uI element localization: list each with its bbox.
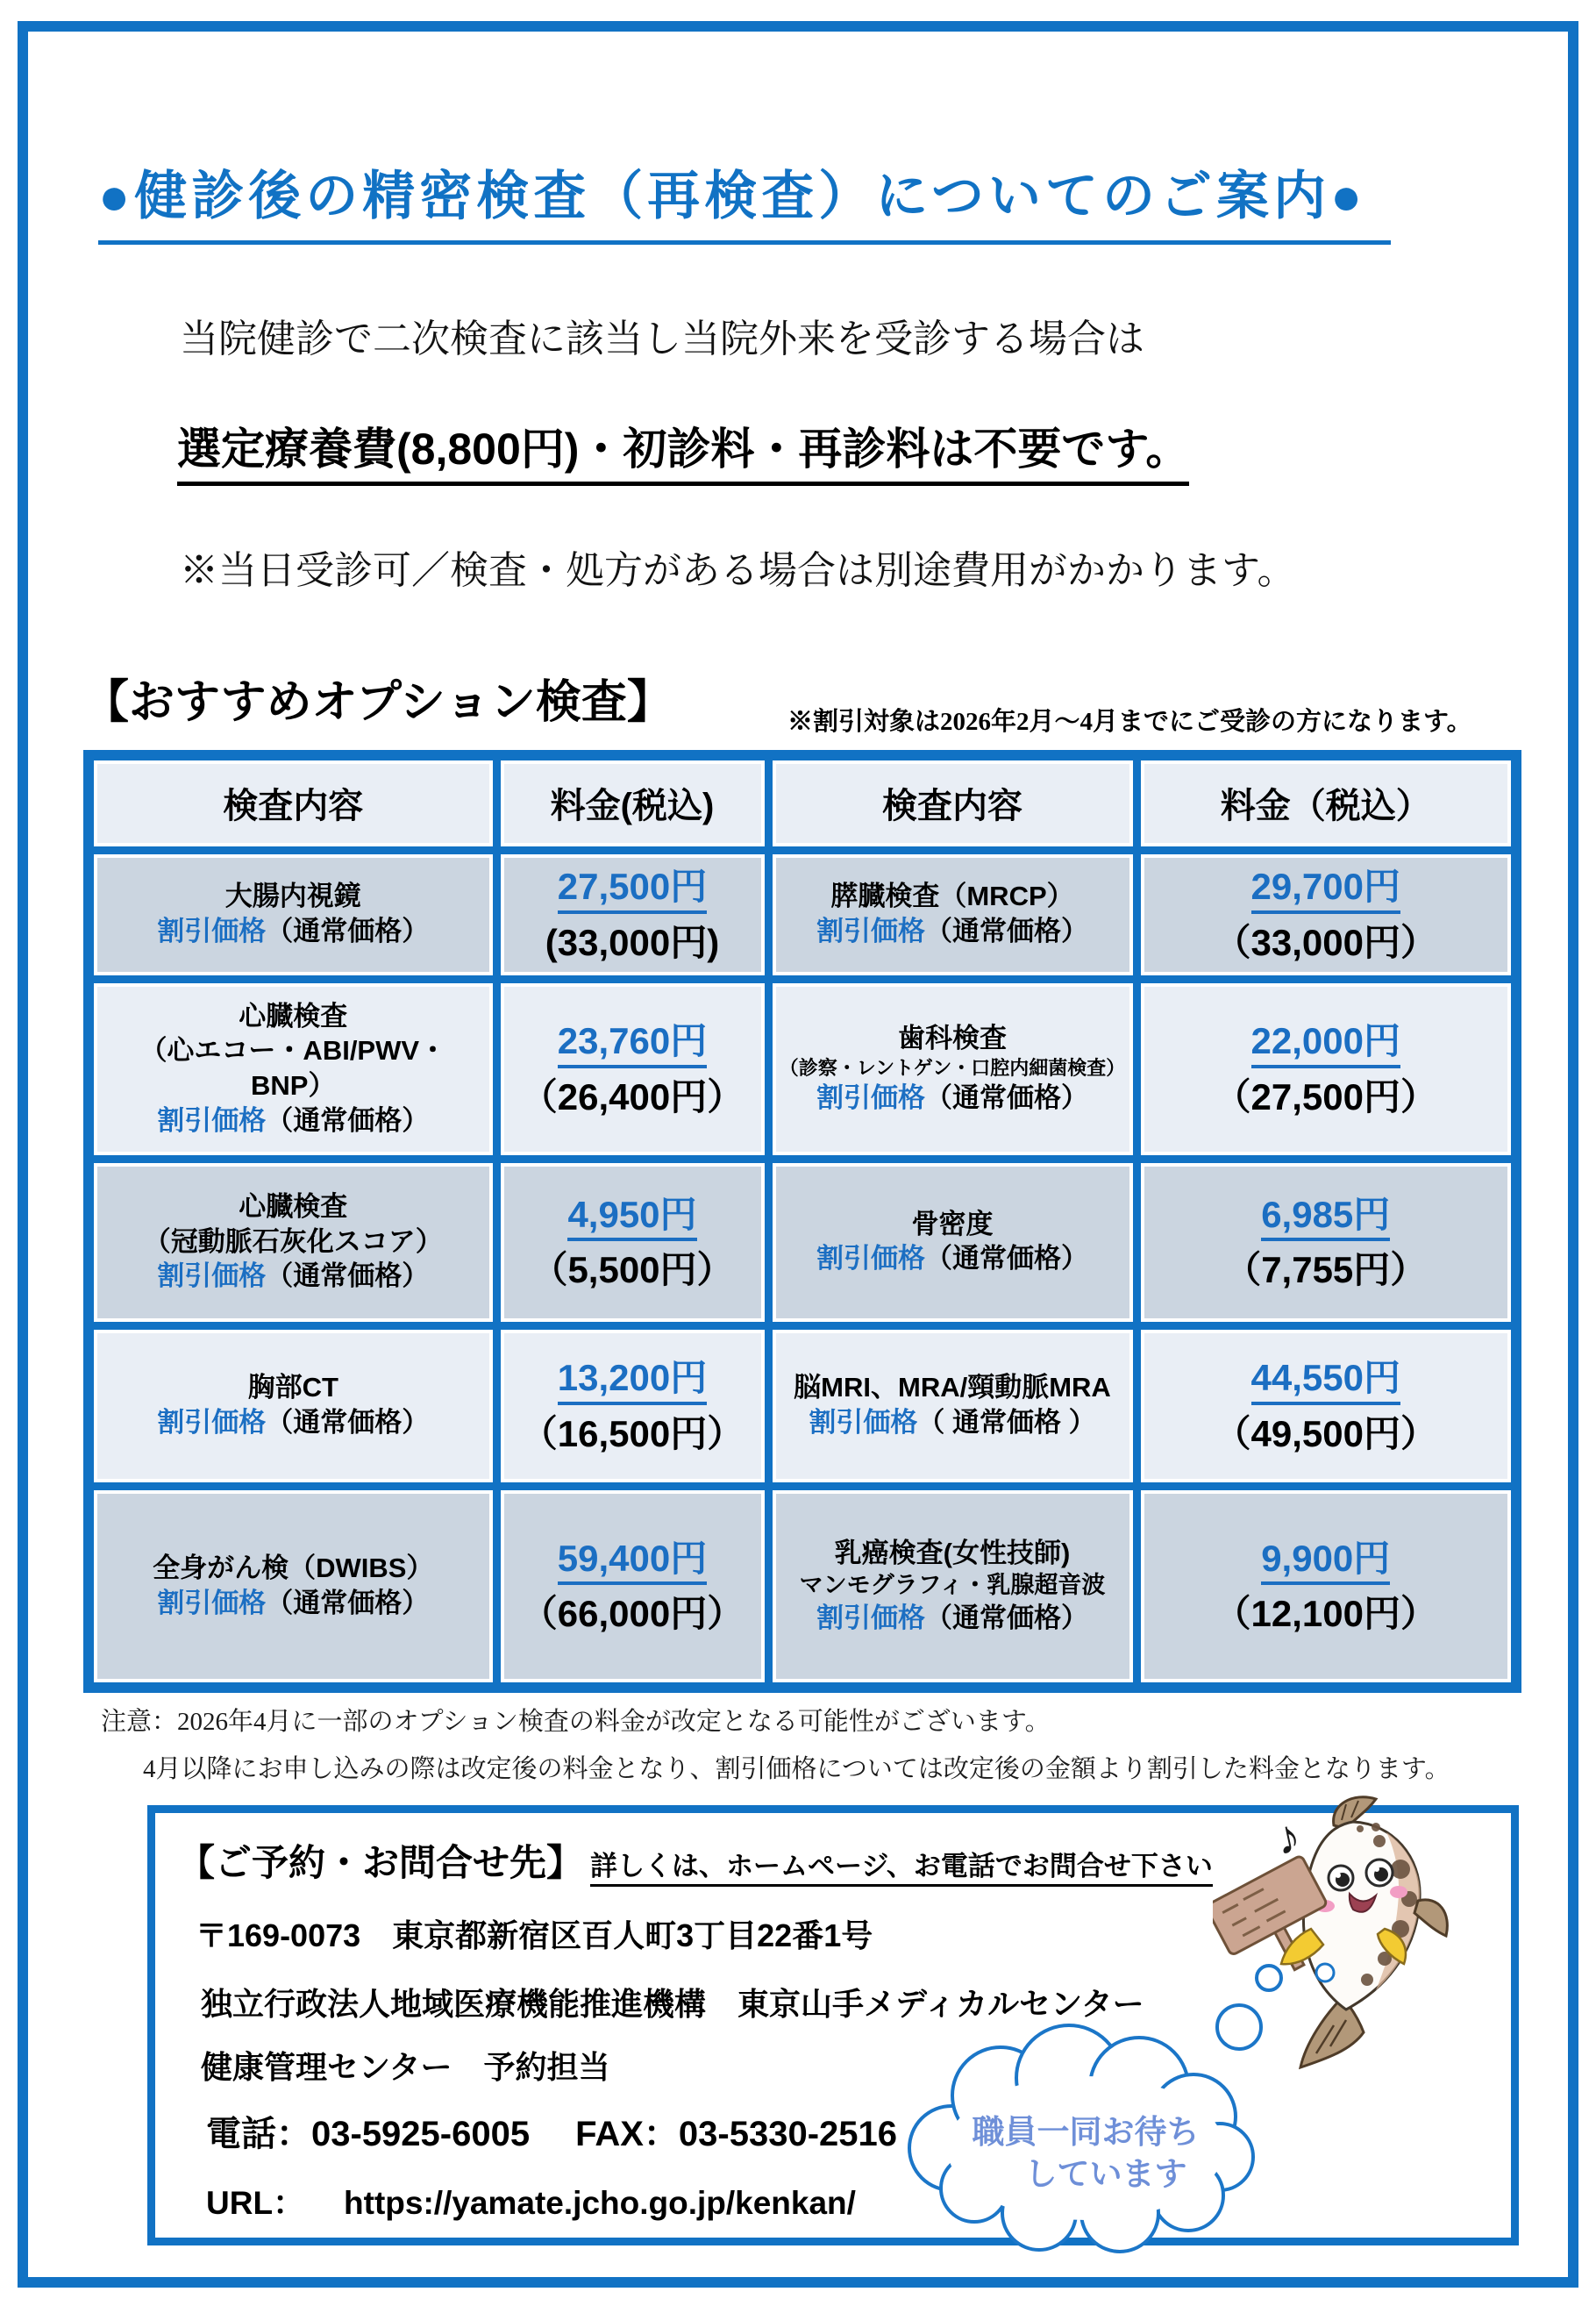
normal-label: （通常価格） [925, 1082, 1088, 1113]
normal-price: （5,500円） [531, 1249, 734, 1291]
exam-name-cell [89, 1325, 496, 1486]
fax-number: 03-5330-2516 [678, 2115, 898, 2153]
exam-price-cell [1136, 1159, 1516, 1325]
normal-price: （27,500円） [1214, 1075, 1437, 1117]
exam-name-cell [768, 1325, 1136, 1486]
phone-label: 電話： [206, 2115, 311, 2153]
discount-label: 割引価格 [816, 1602, 925, 1633]
normal-price: (33,000円) [545, 921, 720, 963]
discount-price [1144, 1357, 1508, 1404]
exam-name: 全身がん検（DWIBS） [153, 1552, 434, 1583]
normal-label: （通常価格） [266, 915, 430, 946]
exam-price-cell [1136, 1486, 1516, 1688]
discount-price [1144, 1020, 1508, 1067]
exam-price-cell [1136, 979, 1516, 1159]
page-title: ●健診後の精密検査（再検査）についてのご案内● [98, 154, 1391, 245]
price-label-line [97, 1259, 489, 1295]
discount-label: 割引価格 [157, 915, 267, 946]
normal-price: （33,000円） [1214, 921, 1437, 963]
exam-name: 脳MRI、MRA/頸動脈MRA [794, 1372, 1111, 1403]
price-label-line [97, 914, 489, 950]
exam-price-cell [1136, 850, 1516, 979]
normal-price: （26,400円） [520, 1075, 745, 1117]
table-row [89, 979, 1516, 1159]
normal-label: （通常価格） [266, 1104, 430, 1136]
price-label-line [776, 1405, 1129, 1441]
options-table [83, 750, 1521, 1693]
discount-price [504, 1020, 761, 1067]
exam-name-cell [89, 1486, 496, 1688]
discount-label: 割引価格 [816, 1082, 925, 1113]
discount-price-text: 23,760円 [558, 1020, 707, 1067]
bubble-text-line1: 職員一同お待ち [972, 2115, 1200, 2151]
discount-price [504, 1357, 761, 1404]
exam-price-cell [1136, 1325, 1516, 1486]
discount-label: 割引価格 [157, 1406, 267, 1438]
exam-name: 心臓検査 [239, 1190, 348, 1222]
url-line [206, 2176, 856, 2224]
discount-label: 割引価格 [816, 1243, 925, 1274]
exam-price-cell [496, 850, 768, 979]
options-section-heading: 【おすすめオプション検査】 [83, 678, 673, 728]
exam-name: 心臓検査 [239, 1000, 348, 1032]
discount-label: 割引価格 [816, 915, 925, 946]
normal-price: （16,500円） [520, 1412, 745, 1454]
exam-name: 歯科検査 [898, 1023, 1007, 1054]
discount-price-text: 27,500円 [558, 866, 707, 913]
discount-price-text: 9,900円 [1261, 1538, 1390, 1585]
exam-name: マンモグラフィ・乳腺超音波 [799, 1572, 1106, 1599]
same-day-note: ※当日受診可／検査・処方がある場合は別途費用がかかります。 [180, 549, 1296, 592]
phone-fax-line [206, 2106, 897, 2156]
discount-price-text: 29,700円 [1251, 866, 1400, 913]
exam-name-cell [768, 979, 1136, 1159]
url-link[interactable]: https://yamate.jcho.go.jp/kenkan/ [344, 2185, 856, 2221]
postal-address: 〒169-0073 東京都新宿区百人町3丁目22番1号 [196, 1917, 873, 1953]
exam-name: 膵臓検査（MRCP） [830, 881, 1074, 912]
exam-name-cell [768, 1159, 1136, 1325]
normal-label: （ 通常価格 ） [917, 1406, 1096, 1438]
music-note-icon: ♪ [1271, 1809, 1306, 1867]
discount-label: 割引価格 [157, 1104, 267, 1136]
price-label-line [97, 1103, 489, 1139]
exam-price-cell [496, 1325, 768, 1486]
normal-label: （通常価格） [925, 1602, 1088, 1633]
exam-name-cell [89, 850, 496, 979]
price-label-line [776, 1081, 1129, 1117]
intro-text: 当院健診で二次検査に該当し当院外来を受診する場合は [180, 318, 1144, 361]
normal-label: （通常価格） [266, 1260, 430, 1292]
normal-label: （通常価格） [925, 1243, 1088, 1274]
discount-price-text: 44,550円 [1251, 1357, 1400, 1404]
discount-price [1144, 866, 1508, 913]
discount-price [504, 866, 761, 913]
discount-price [504, 1194, 761, 1241]
discount-label: 割引価格 [809, 1406, 918, 1438]
table-row [89, 1325, 1516, 1486]
contact-heading-note: 詳しくは、ホームページ、お電話でお問合せ下さい [590, 1851, 1213, 1887]
price-label-line [97, 1586, 489, 1622]
normal-price: （66,000円） [520, 1593, 745, 1635]
discount-price-text: 22,000円 [1251, 1020, 1400, 1067]
discount-label: 割引価格 [157, 1587, 267, 1618]
normal-label: （通常価格） [266, 1587, 430, 1618]
department-name: 健康管理センター 予約担当 [201, 2049, 610, 2085]
exam-price-cell [496, 979, 768, 1159]
discount-price-text: 4,950円 [567, 1194, 696, 1241]
price-label-line [97, 1405, 489, 1441]
exam-name: （診察・レントゲン・口腔内細菌検査） [779, 1056, 1126, 1079]
discount-price [1144, 1538, 1508, 1585]
exam-name: 胸部CT [247, 1372, 338, 1403]
normal-price: （7,755円） [1224, 1249, 1428, 1291]
contact-heading-line [178, 1834, 1213, 1887]
column-header: 料金(税込) [496, 755, 768, 850]
options-table-body [89, 850, 1516, 1688]
normal-price: （12,100円） [1214, 1593, 1437, 1635]
fax-label: FAX： [575, 2115, 679, 2153]
notes-line-1: 注意：2026年4月に一部のオプション検査の料金が改定となる可能性がございます。 [101, 1708, 1051, 1736]
column-header: 検査内容 [768, 755, 1136, 850]
options-section-note: ※割引対象は2026年2月～4月までにご受診の方になります。 [787, 708, 1472, 736]
price-label-line [776, 914, 1129, 950]
notes-line-2: 4月以降にお申し込みの際は改定後の料金となり、割引価格については改定後の金額より割引した料金となります。 [143, 1755, 1450, 1783]
exam-name: 乳癌検査(女性技師) [834, 1537, 1071, 1568]
discount-label: 割引価格 [157, 1260, 267, 1292]
url-label: URL： [206, 2185, 306, 2221]
table-row [89, 1486, 1516, 1688]
discount-price [1144, 1194, 1508, 1241]
contact-heading: 【ご予約・お問合せ先】 [178, 1842, 584, 1883]
normal-label: （通常価格） [266, 1406, 430, 1438]
exam-name-cell [768, 850, 1136, 979]
column-header: 検査内容 [89, 755, 496, 850]
exam-name: 骨密度 [911, 1208, 994, 1239]
price-label-line [776, 1241, 1129, 1277]
exam-name-cell [89, 979, 496, 1159]
discount-price-text: 13,200円 [558, 1357, 707, 1404]
exam-name: （心エコー・ABI/PWV・ [139, 1035, 447, 1067]
column-header: 料金（税込） [1136, 755, 1516, 850]
discount-price [504, 1538, 761, 1585]
normal-label: （通常価格） [925, 915, 1088, 946]
header-row [89, 755, 1516, 850]
fish-mascot-icon [1213, 1788, 1476, 2078]
table-row [89, 850, 1516, 979]
exam-price-cell [496, 1486, 768, 1688]
exam-name: （冠動脈石灰化スコア） [143, 1225, 443, 1257]
bubble-text-line2: しています [1024, 2157, 1187, 2193]
table-row [89, 1159, 1516, 1325]
discount-price-text: 59,400円 [558, 1538, 707, 1585]
exam-name: BNP） [251, 1069, 336, 1101]
exam-name-cell [768, 1486, 1136, 1688]
normal-price: （49,500円） [1214, 1412, 1437, 1454]
contact-box [147, 1805, 1519, 2245]
organization-name: 独立行政法人地域医療機能推進機構 東京山手メディカルセンター [201, 1986, 1144, 2022]
price-label-line [776, 1601, 1129, 1637]
exam-price-cell [496, 1159, 768, 1325]
fee-exemption-highlight: 選定療養費(8,800円)・初診料・再診料は不要です。 [177, 414, 1189, 486]
discount-price-text: 6,985円 [1261, 1194, 1390, 1241]
phone-number: 03-5925-6005 [311, 2115, 531, 2153]
exam-name: 大腸内視鏡 [224, 881, 361, 912]
exam-name-cell [89, 1159, 496, 1325]
options-table-head [89, 755, 1516, 850]
